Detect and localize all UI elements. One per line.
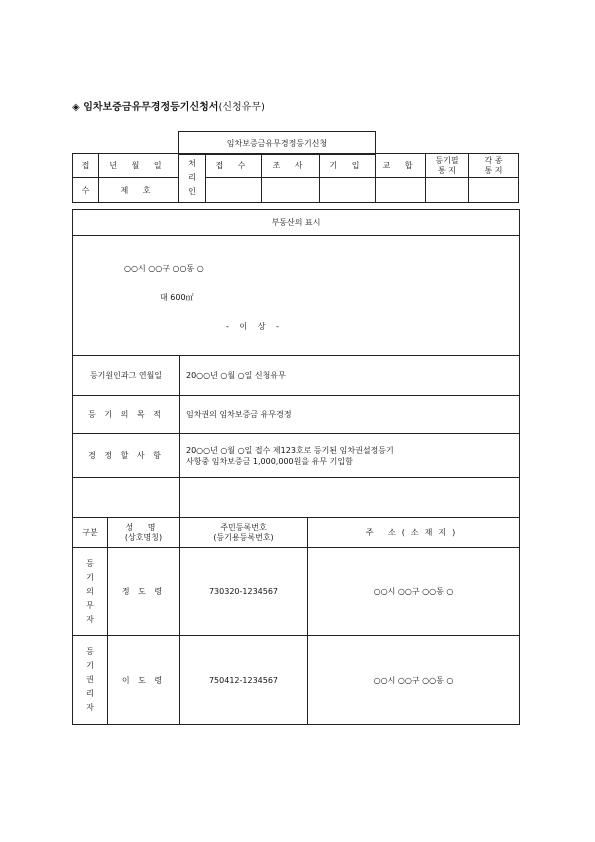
receipt-form-name: 임차보증금유무경정등기신청: [179, 132, 376, 155]
receipt-col-josa: 조 사: [262, 154, 320, 178]
receipt-su: 수: [73, 178, 99, 203]
obligor-label: 등 기 의 무 자: [73, 548, 108, 636]
receipt-table: [72, 153, 519, 203]
right-holder-label: 등 기 권 리 자: [73, 636, 108, 725]
main-table: [72, 209, 520, 725]
receipt-col-various-notice: 각 종 통 지: [469, 154, 519, 178]
cause-value: 20○○년 ○월 ○일 신청유무: [180, 356, 520, 396]
property-line-address: ○○시 ○○구 ○○동 ○: [124, 264, 204, 273]
receipt-je-ho: 제 호: [99, 178, 179, 203]
party-header-gubun: 구분: [73, 518, 108, 548]
party-header-name: 성 명 (상호명칭): [108, 518, 180, 548]
title-sub: (신청유무): [218, 102, 265, 113]
receipt-col-jeobsu: 접 수: [206, 154, 262, 178]
receipt-col-gyohap: 교 합: [376, 154, 426, 178]
right-holder-name: 이 도 령: [108, 636, 180, 725]
receipt-col-registered-notice: 등기필 통 지: [426, 154, 469, 178]
receipt-cell-blank-1: [206, 178, 262, 203]
cause-label: 등기원인과그 연월일: [73, 356, 180, 396]
property-header: 부동산의 표시: [73, 210, 520, 236]
blank-value-cell: [180, 478, 520, 518]
obligor-address: ○○시 ○○구 ○○동 ○: [308, 548, 520, 636]
receipt-cell-blank-3: [320, 178, 376, 203]
title-marker-icon: ◈: [72, 102, 80, 113]
document-title: [72, 98, 265, 113]
receipt-cell-blank-4: [376, 178, 426, 203]
receipt-ymd: 년 월 일: [99, 154, 179, 178]
property-line-area: 대 600㎡: [160, 293, 194, 302]
right-holder-address: ○○시 ○○구 ○○동 ○: [308, 636, 520, 725]
purpose-label: 등 기 의 목 적: [73, 396, 180, 434]
correction-label: 경 정 할 사 항: [73, 434, 180, 478]
right-holder-reg-number: 750412-1234567: [180, 636, 308, 725]
correction-value: 20○○년 ○월 ○일 접수 제123호로 등기된 임차권설정등기 사항중 임차보증금 1,000,000원을 유무 기입함: [180, 434, 520, 478]
party-header-reg: 주민등록번호 (등기용등록번호): [180, 518, 308, 548]
purpose-value: 임차권의 임차보증금 유무경정: [180, 396, 520, 434]
obligor-reg-number: 730320-1234567: [180, 548, 308, 636]
receipt-cell-blank-6: [469, 178, 519, 203]
receipt-jeob: 접: [73, 154, 99, 178]
receipt-col-giip: 기 입: [320, 154, 376, 178]
receipt-cell-blank-5: [426, 178, 469, 203]
title-text: 임차보증금유무경정등기신청서: [83, 102, 219, 113]
receipt-processor: 처 리 인: [179, 154, 206, 203]
blank-label-cell: [73, 478, 180, 518]
property-body: [73, 236, 520, 356]
receipt-form-name-table: [178, 131, 376, 155]
party-header-address: 주 소(소재지): [308, 518, 520, 548]
receipt-cell-blank-2: [262, 178, 320, 203]
obligor-name: 정 도 령: [108, 548, 180, 636]
property-line-end: - 이 상 -: [226, 322, 283, 331]
